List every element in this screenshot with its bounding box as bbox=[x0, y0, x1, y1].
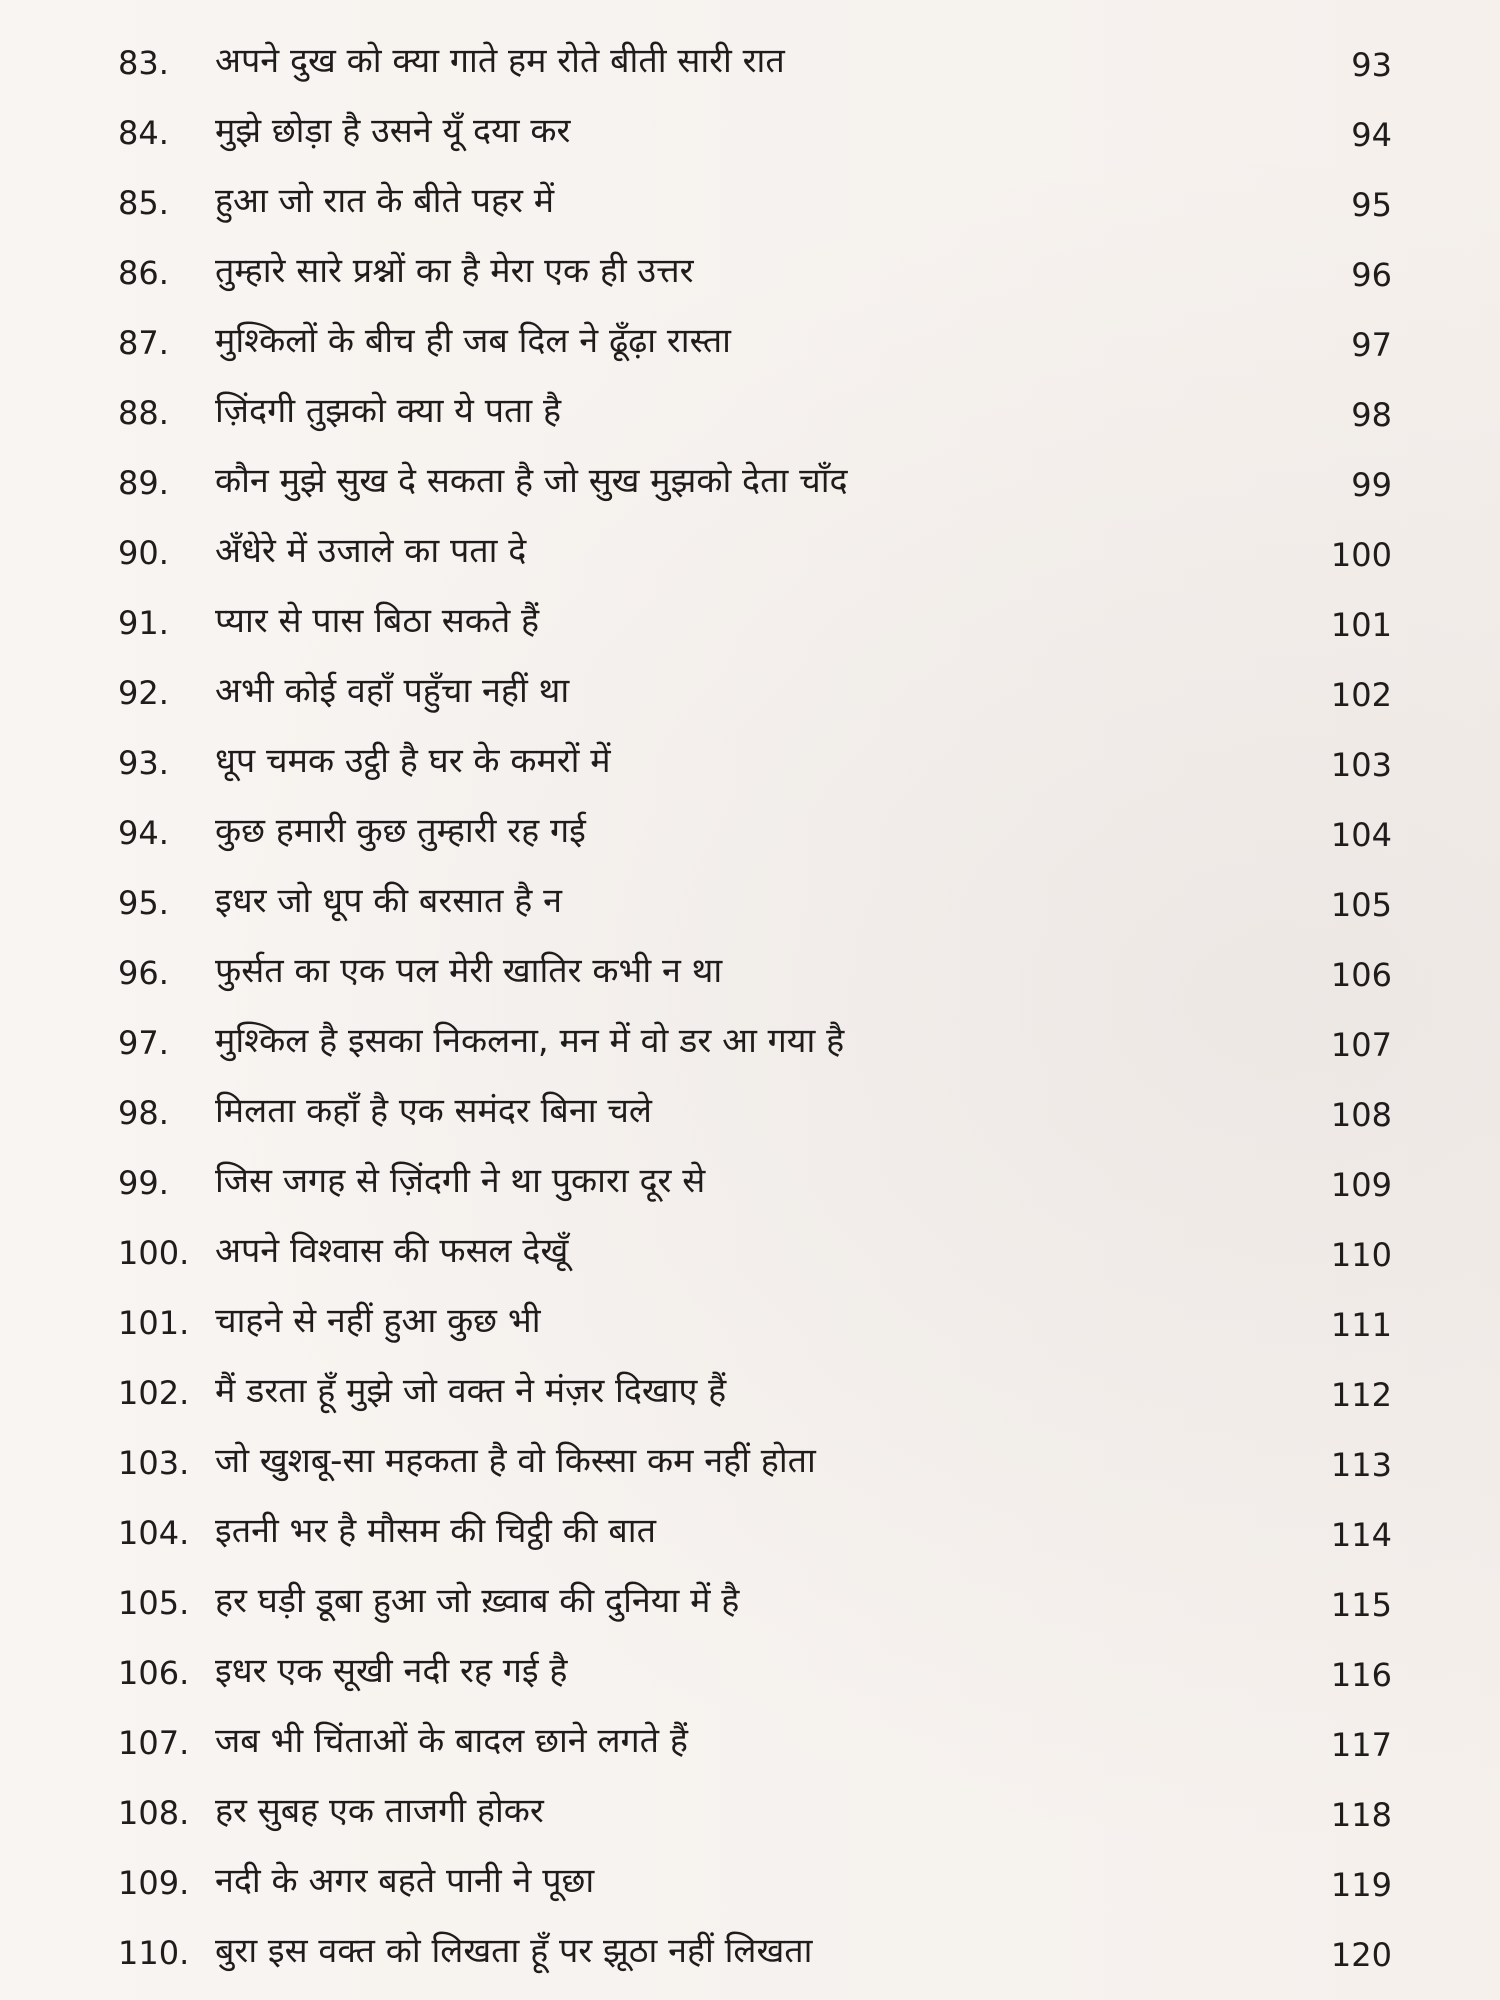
table-of-contents bbox=[0, 28, 1500, 1988]
toc-entry bbox=[0, 1778, 1500, 1848]
entry-page-number: 106 bbox=[1330, 956, 1392, 994]
entry-number: 107. bbox=[118, 1724, 190, 1762]
entry-number: 108. bbox=[118, 1794, 190, 1832]
entry-number: 103. bbox=[118, 1444, 190, 1482]
entry-number: 83. bbox=[118, 44, 169, 82]
entry-page-number: 116 bbox=[1330, 1656, 1392, 1694]
entry-title: ज़िंदगी तुझको क्या ये पता है bbox=[215, 391, 562, 431]
entry-number: 104. bbox=[118, 1514, 190, 1552]
entry-number: 85. bbox=[118, 184, 169, 222]
entry-title: मुझे छोड़ा है उसने यूँ दया कर bbox=[215, 111, 571, 151]
toc-entry bbox=[0, 1288, 1500, 1358]
entry-page-number: 93 bbox=[1351, 46, 1392, 84]
entry-page-number: 112 bbox=[1330, 1376, 1392, 1414]
entry-title: कुछ हमारी कुछ तुम्हारी रह गई bbox=[215, 811, 586, 851]
entry-page-number: 104 bbox=[1330, 816, 1392, 854]
entry-title: मुश्किल है इसका निकलना, मन में वो डर आ गया है bbox=[215, 1021, 845, 1061]
entry-title: फुर्सत का एक पल मेरी खातिर कभी न था bbox=[215, 951, 723, 991]
entry-number: 92. bbox=[118, 674, 169, 712]
entry-page-number: 119 bbox=[1330, 1866, 1392, 1904]
entry-number: 97. bbox=[118, 1024, 169, 1062]
entry-title: अभी कोई वहाँ पहुँचा नहीं था bbox=[215, 671, 570, 711]
entry-number: 96. bbox=[118, 954, 169, 992]
entry-page-number: 97 bbox=[1351, 326, 1392, 364]
toc-entry bbox=[0, 1848, 1500, 1918]
entry-number: 100. bbox=[118, 1234, 190, 1272]
entry-page-number: 110 bbox=[1330, 1236, 1392, 1274]
entry-number: 93. bbox=[118, 744, 169, 782]
entry-title: कौन मुझे सुख दे सकता है जो सुख मुझको देता चाँद bbox=[215, 461, 848, 501]
entry-number: 109. bbox=[118, 1864, 190, 1902]
entry-number: 106. bbox=[118, 1654, 190, 1692]
toc-entry bbox=[0, 798, 1500, 868]
entry-title: इधर एक सूखी नदी रह गई है bbox=[215, 1651, 568, 1691]
toc-entry bbox=[0, 378, 1500, 448]
toc-entry bbox=[0, 448, 1500, 518]
toc-entry bbox=[0, 168, 1500, 238]
entry-title: इधर जो धूप की बरसात है न bbox=[215, 881, 562, 921]
entry-page-number: 105 bbox=[1330, 886, 1392, 924]
entry-number: 110. bbox=[118, 1934, 190, 1972]
toc-entry bbox=[0, 588, 1500, 658]
entry-page-number: 94 bbox=[1351, 116, 1392, 154]
entry-title: जो खुशबू-सा महकता है वो किस्सा कम नहीं होता bbox=[215, 1441, 816, 1481]
entry-page-number: 101 bbox=[1330, 606, 1392, 644]
entry-number: 99. bbox=[118, 1164, 169, 1202]
entry-number: 101. bbox=[118, 1304, 190, 1342]
entry-number: 88. bbox=[118, 394, 169, 432]
entry-title: मुश्किलों के बीच ही जब दिल ने ढूँढ़ा रास्ता bbox=[215, 321, 731, 361]
entry-page-number: 96 bbox=[1351, 256, 1392, 294]
entry-title: जिस जगह से ज़िंदगी ने था पुकारा दूर से bbox=[215, 1161, 706, 1201]
toc-entry bbox=[0, 238, 1500, 308]
entry-page-number: 107 bbox=[1330, 1026, 1392, 1064]
entry-title: मैं डरता हूँ मुझे जो वक्त ने मंज़र दिखाए हैं bbox=[215, 1371, 727, 1411]
toc-entry bbox=[0, 1918, 1500, 1988]
entry-number: 87. bbox=[118, 324, 169, 362]
entry-title: इतनी भर है मौसम की चिट्ठी की बात bbox=[215, 1511, 656, 1551]
entry-page-number: 102 bbox=[1330, 676, 1392, 714]
entry-title: हर सुबह एक ताजगी होकर bbox=[215, 1791, 544, 1831]
entry-page-number: 115 bbox=[1330, 1586, 1392, 1624]
entry-page-number: 100 bbox=[1330, 536, 1392, 574]
toc-entry bbox=[0, 1218, 1500, 1288]
entry-page-number: 109 bbox=[1330, 1166, 1392, 1204]
entry-title: मिलता कहाँ है एक समंदर बिना चले bbox=[215, 1091, 652, 1131]
entry-title: जब भी चिंताओं के बादल छाने लगते हैं bbox=[215, 1721, 688, 1761]
toc-entry bbox=[0, 938, 1500, 1008]
entry-page-number: 113 bbox=[1330, 1446, 1392, 1484]
entry-page-number: 118 bbox=[1330, 1796, 1392, 1834]
entry-number: 90. bbox=[118, 534, 169, 572]
toc-entry bbox=[0, 1708, 1500, 1778]
toc-entry bbox=[0, 308, 1500, 378]
entry-number: 86. bbox=[118, 254, 169, 292]
entry-number: 94. bbox=[118, 814, 169, 852]
entry-number: 91. bbox=[118, 604, 169, 642]
entry-title: अपने दुख को क्या गाते हम रोते बीती सारी रात bbox=[215, 41, 785, 81]
entry-number: 98. bbox=[118, 1094, 169, 1132]
entry-number: 89. bbox=[118, 464, 169, 502]
entry-number: 102. bbox=[118, 1374, 190, 1412]
entry-page-number: 98 bbox=[1351, 396, 1392, 434]
toc-entry bbox=[0, 1008, 1500, 1078]
entry-page-number: 111 bbox=[1330, 1306, 1392, 1344]
toc-entry bbox=[0, 518, 1500, 588]
toc-entry bbox=[0, 868, 1500, 938]
toc-entry bbox=[0, 98, 1500, 168]
toc-entry bbox=[0, 1498, 1500, 1568]
toc-entry bbox=[0, 658, 1500, 728]
toc-entry bbox=[0, 1078, 1500, 1148]
toc-entry bbox=[0, 28, 1500, 98]
entry-title: तुम्हारे सारे प्रश्नों का है मेरा एक ही उत्तर bbox=[215, 251, 694, 291]
entry-page-number: 120 bbox=[1330, 1936, 1392, 1974]
entry-title: अपने विश्वास की फसल देखूँ bbox=[215, 1231, 569, 1271]
toc-entry bbox=[0, 1568, 1500, 1638]
toc-entry bbox=[0, 1358, 1500, 1428]
entry-number: 105. bbox=[118, 1584, 190, 1622]
toc-entry bbox=[0, 1638, 1500, 1708]
entry-page-number: 99 bbox=[1351, 466, 1392, 504]
entry-title: प्यार से पास बिठा सकते हैं bbox=[215, 601, 540, 641]
entry-title: धूप चमक उट्ठी है घर के कमरों में bbox=[215, 741, 611, 781]
entry-page-number: 108 bbox=[1330, 1096, 1392, 1134]
entry-title: हुआ जो रात के बीते पहर में bbox=[215, 181, 555, 221]
toc-entry bbox=[0, 1428, 1500, 1498]
entry-number: 95. bbox=[118, 884, 169, 922]
toc-entry bbox=[0, 728, 1500, 798]
entry-title: अँधेरे में उजाले का पता दे bbox=[215, 531, 527, 571]
entry-title: हर घड़ी डूबा हुआ जो ख़्वाब की दुनिया में है bbox=[215, 1581, 740, 1621]
toc-entry bbox=[0, 1148, 1500, 1218]
entry-page-number: 117 bbox=[1330, 1726, 1392, 1764]
entry-title: बुरा इस वक्त को लिखता हूँ पर झूठा नहीं लिखता bbox=[215, 1931, 813, 1971]
entry-page-number: 114 bbox=[1330, 1516, 1392, 1554]
entry-page-number: 95 bbox=[1351, 186, 1392, 224]
entry-number: 84. bbox=[118, 114, 169, 152]
entry-page-number: 103 bbox=[1330, 746, 1392, 784]
entry-title: चाहने से नहीं हुआ कुछ भी bbox=[215, 1301, 541, 1341]
entry-title: नदी के अगर बहते पानी ने पूछा bbox=[215, 1861, 595, 1901]
